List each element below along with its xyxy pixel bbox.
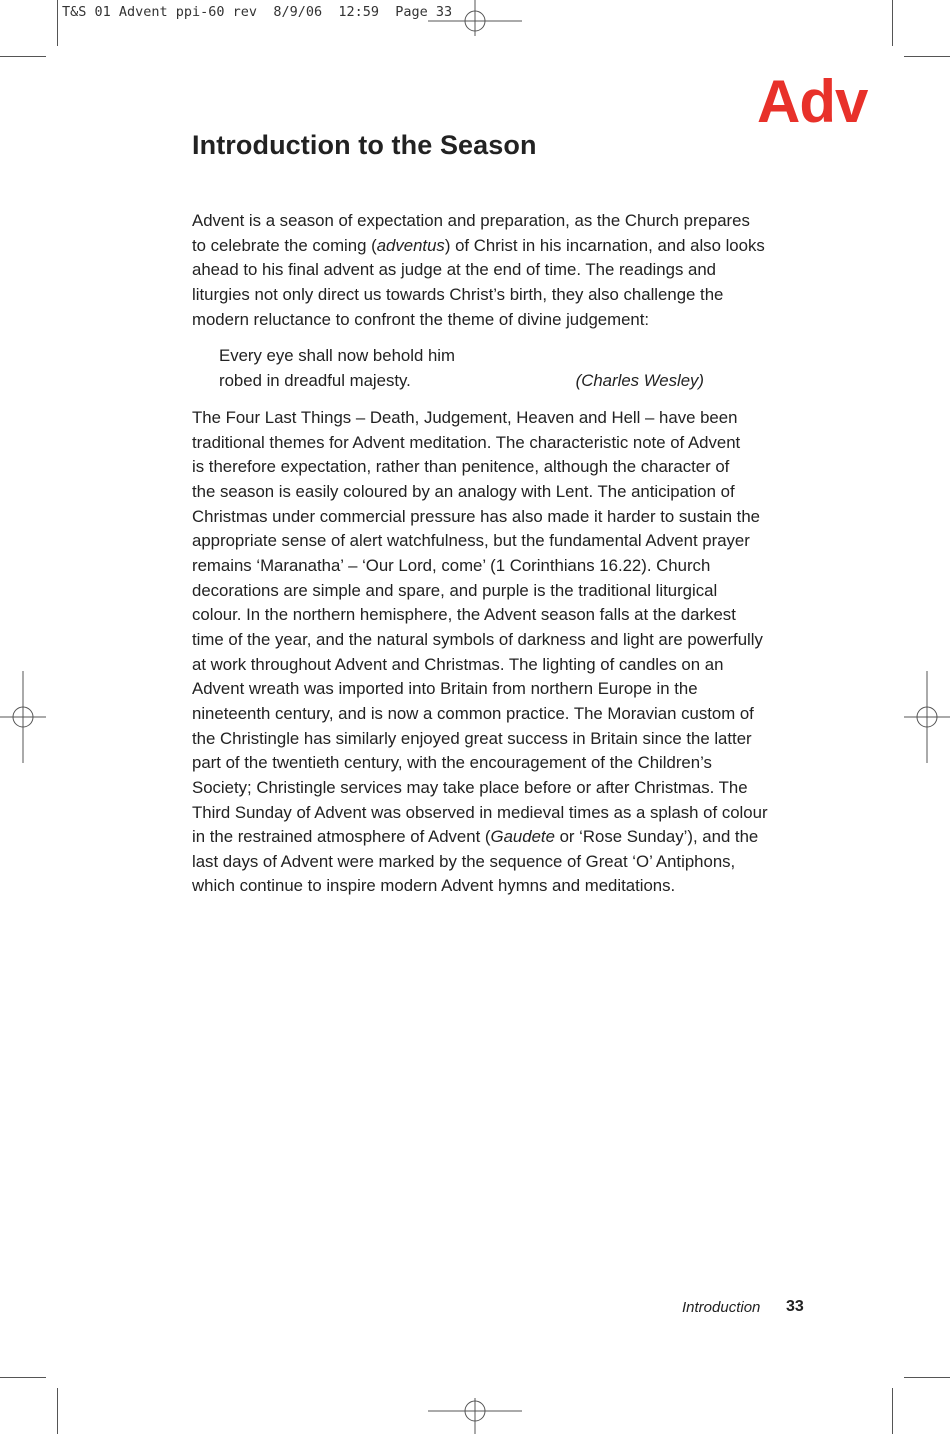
text-line: The Four Last Things – Death, Judgement, Heaven and Hell – have been bbox=[192, 408, 738, 427]
crop-mark bbox=[0, 1377, 46, 1378]
registration-mark-left bbox=[0, 671, 46, 763]
crop-mark bbox=[904, 1377, 950, 1378]
quote-line: Every eye shall now behold him bbox=[219, 346, 455, 365]
body-paragraph bbox=[192, 406, 802, 899]
running-footer: Introduction bbox=[682, 1299, 761, 1316]
text-line: appropriate sense of alert watchfulness, but the fundamental Advent prayer bbox=[192, 531, 750, 551]
text-line: Third Sunday of Advent was observed in medieval times as a splash of colour bbox=[192, 802, 768, 822]
text-line: Society; Christingle services may take place before or after Christmas. The bbox=[192, 777, 748, 797]
emphasis: adventus bbox=[376, 235, 445, 255]
text-line: remains ‘Maranatha’ – ‘Our Lord, come’ (1 Corinthians 16.22). Church bbox=[192, 555, 711, 575]
crop-mark bbox=[0, 56, 46, 57]
text-line: at work throughout Advent and Christmas. The lighting of candles on an bbox=[192, 654, 724, 674]
text-line: Advent wreath was imported into Britain from northern Europe in the bbox=[192, 679, 698, 699]
hymn-quote bbox=[219, 344, 704, 393]
text-line: part of the twentieth century, with the encouragement of the Children’s bbox=[192, 753, 712, 773]
registration-mark-bottom bbox=[428, 1398, 522, 1434]
text-line: time of the year, and the natural symbols of darkness and light are powerfully bbox=[192, 629, 763, 649]
text-line: colour. In the northern hemisphere, the Advent season falls at the darkest bbox=[192, 605, 736, 625]
crop-mark bbox=[57, 1388, 58, 1434]
quote-attribution: (Charles Wesley) bbox=[575, 370, 704, 390]
text-line: Christmas under commercial pressure has also made it harder to sustain the bbox=[192, 506, 761, 526]
text-line: nineteenth century, and is now a common practice. The Moravian custom of bbox=[192, 703, 754, 723]
crop-mark bbox=[892, 0, 893, 46]
registration-mark-top bbox=[428, 0, 522, 36]
text-line: liturgies not only direct us towards Christ’s birth, they also challenge the bbox=[192, 284, 724, 304]
quote-line: robed in dreadful majesty. bbox=[219, 370, 411, 390]
text-line: decorations are simple and spare, and purple is the traditional liturgical bbox=[192, 580, 718, 600]
text-line: to celebrate the coming (adventus) of Christ in his incarnation, and also looks bbox=[192, 235, 765, 255]
text-line: Advent is a season of expectation and preparation, as the Church prepares bbox=[192, 211, 750, 230]
text-line: traditional themes for Advent meditation. The characteristic note of Advent bbox=[192, 432, 741, 452]
crop-mark bbox=[904, 56, 950, 57]
text-line: last days of Advent were marked by the sequence of Great ‘O’ Antiphons, bbox=[192, 851, 736, 871]
section-tab: Adv bbox=[757, 68, 868, 135]
page-title: Introduction to the Season bbox=[192, 130, 537, 160]
page-number: 33 bbox=[786, 1298, 804, 1315]
crop-mark bbox=[892, 1388, 893, 1434]
intro-paragraph bbox=[192, 209, 802, 332]
text-line: the Christingle has similarly enjoyed great success in Britain since the latter bbox=[192, 728, 752, 748]
registration-mark-right bbox=[904, 671, 950, 763]
emphasis: Gaudete bbox=[490, 827, 555, 847]
text-line: which continue to inspire modern Advent hymns and meditations. bbox=[192, 876, 676, 896]
text-line: in the restrained atmosphere of Advent (Gaudete or ‘Rose Sunday’), and the bbox=[192, 827, 759, 847]
crop-mark bbox=[57, 0, 58, 46]
text-line: the season is easily coloured by an analogy with Lent. The anticipation of bbox=[192, 481, 735, 501]
text-line: ahead to his final advent as judge at the end of time. The readings and bbox=[192, 260, 717, 280]
print-slug: T&S 01 Advent ppi-60 rev 8/9/06 12:59 Page 33 bbox=[62, 4, 453, 20]
text-line: is therefore expectation, rather than penitence, although the character of bbox=[192, 457, 730, 477]
text-line: modern reluctance to confront the theme of divine judgement: bbox=[192, 309, 650, 329]
